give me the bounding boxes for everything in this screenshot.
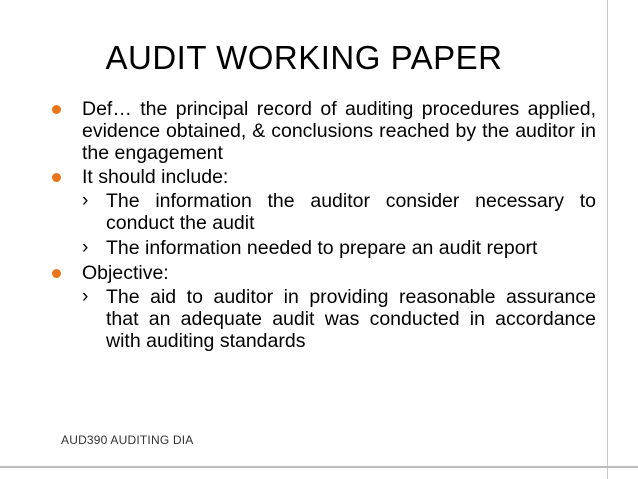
- bullet-dot-icon: [52, 269, 61, 278]
- sub-bullet-item: [82, 286, 596, 352]
- slide-title: AUDIT WORKING PAPER: [105, 39, 503, 76]
- sub-bullet-item: [82, 190, 596, 234]
- bullet-dot-icon: [52, 105, 61, 114]
- sub-bullet-text: The information needed to prepare an audit report: [106, 237, 538, 259]
- bullet-item: [48, 262, 596, 352]
- bullet-text: Objective:: [82, 262, 169, 284]
- sub-bullet-list: [82, 286, 596, 352]
- bullet-list: [48, 98, 596, 355]
- chevron-right-icon: ›: [82, 190, 89, 211]
- chevron-right-icon: ›: [82, 286, 89, 307]
- bullet-dot-icon: [52, 173, 61, 182]
- slide-footer: AUD390 AUDITING DIA: [61, 433, 194, 447]
- sub-bullet-text: The aid to auditor in providing reasonable assurance that an adequate audit was conducted in accordance with auditing standards: [106, 286, 596, 352]
- bullet-item: [48, 98, 596, 164]
- chevron-right-icon: ›: [82, 237, 89, 258]
- sub-bullet-text: The information the auditor consider necessary to conduct the audit: [106, 190, 596, 234]
- slide-frame-bottom: [0, 466, 638, 468]
- bullet-text: It should include:: [82, 166, 229, 188]
- sub-bullet-list: [82, 190, 596, 259]
- bullet-item: [48, 166, 596, 259]
- bullet-text: Def… the principal record of auditing procedures applied, evidence obtained, & conclusions reached by the auditor in the engagement: [82, 98, 596, 164]
- slide-frame-right: [607, 0, 611, 479]
- sub-bullet-item: [82, 237, 596, 259]
